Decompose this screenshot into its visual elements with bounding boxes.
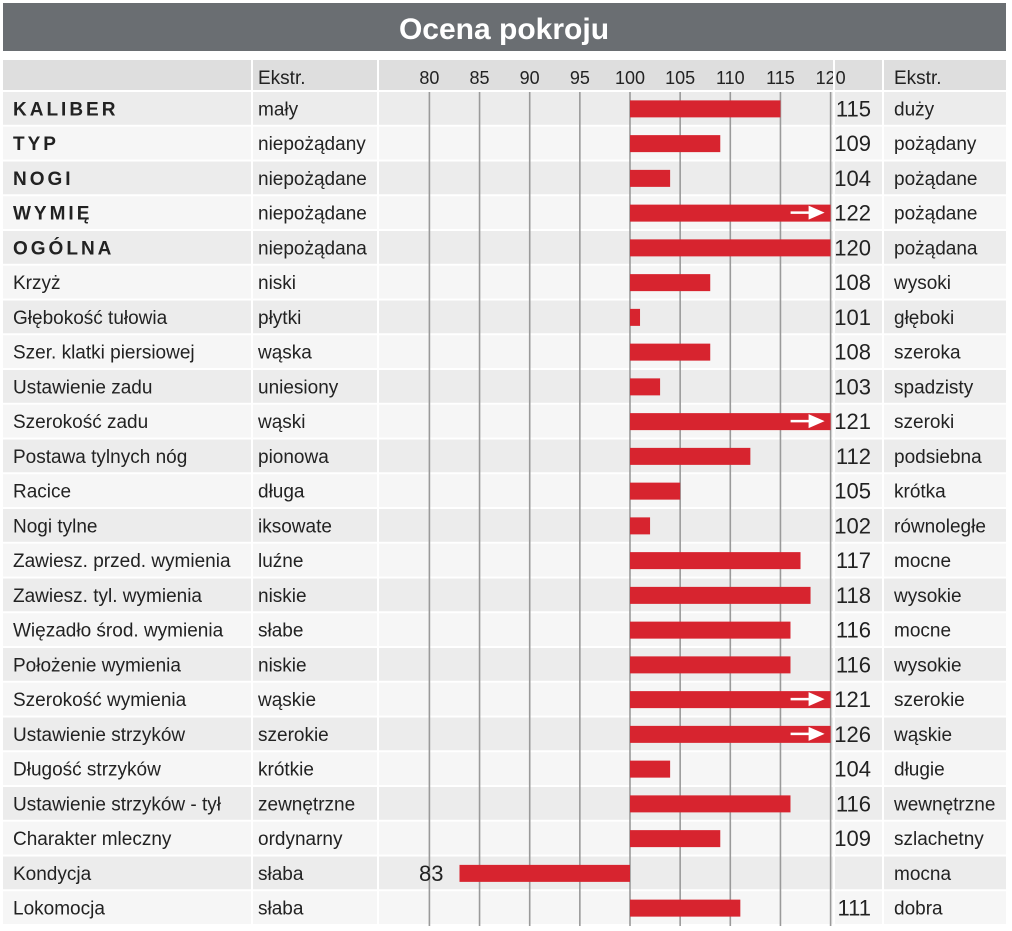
low-extreme-label: niskie (258, 655, 307, 677)
trait-label: Zawiesz. tyl. wymienia (13, 585, 202, 607)
bar (630, 170, 670, 187)
trait-label: Zawiesz. przed. wymienia (13, 551, 231, 573)
x-tick-label: 115 (766, 68, 795, 88)
high-extreme-label: dobra (894, 898, 943, 920)
bar (630, 448, 750, 465)
value-label: 116 (835, 652, 871, 678)
low-extreme-label: iksowate (258, 516, 332, 538)
trait-label: Nogi tylne (13, 516, 98, 538)
value-label: 105 (834, 478, 871, 504)
high-extreme-label: duży (894, 99, 935, 121)
value-label: 101 (834, 304, 871, 330)
bar (630, 239, 831, 256)
value-label: 108 (834, 339, 871, 365)
high-extreme-label: spadzisty (894, 377, 974, 399)
low-extreme-label: mały (258, 99, 299, 121)
low-extreme-label: niskie (258, 585, 307, 607)
trait-label: Charakter mleczny (13, 829, 172, 851)
bar (630, 552, 801, 569)
trait-label: Głębokość tułowia (13, 307, 168, 329)
value-label: 102 (834, 513, 871, 539)
x-tick-label: 120 (815, 68, 846, 88)
low-extreme-label: szerokie (258, 724, 329, 746)
bar (630, 483, 680, 500)
high-extreme-label: szerokie (894, 690, 965, 712)
value-label: 109 (834, 826, 871, 852)
trait-label: Racice (13, 481, 72, 503)
low-extreme-label: niepożądane (258, 168, 367, 190)
bar (459, 865, 630, 882)
low-extreme-label: słabe (258, 620, 304, 642)
high-extreme-label: wąskie (894, 724, 953, 746)
x-tick-label: 100 (614, 68, 646, 88)
high-extreme-label: krótka (894, 481, 946, 503)
bar (630, 761, 670, 778)
low-extreme-label: pionowa (258, 446, 329, 468)
high-extreme-label: głęboki (894, 307, 955, 329)
trait-label: Ustawienie strzyków (13, 724, 186, 746)
high-extreme-label: wewnętrzne (894, 794, 996, 816)
high-extreme-label: wysoki (894, 273, 952, 295)
value-label: 117 (835, 548, 871, 574)
low-extreme-label: uniesiony (258, 377, 339, 399)
trait-label: Więzadło środ. wymienia (13, 620, 224, 642)
high-extreme-label: szeroka (894, 342, 961, 364)
high-extreme-label: mocne (894, 551, 952, 573)
bar (630, 100, 780, 117)
low-extreme-label: wąskie (258, 690, 317, 712)
low-extreme-label: wąski (258, 412, 306, 434)
high-extreme-label: wysokie (894, 585, 962, 607)
low-extreme-label: niepożądany (258, 134, 366, 156)
trait-label: Lokomocja (13, 898, 105, 920)
value-label: 104 (834, 756, 871, 782)
high-extreme-label: szlachetny (894, 829, 984, 851)
trait-label: WYMIĘ (13, 203, 93, 225)
low-extreme-label: niepożądane (258, 203, 367, 225)
value-label: 120 (834, 235, 871, 261)
bar (630, 587, 811, 604)
trait-label: Kondycja (13, 863, 92, 885)
low-extreme-label: niepożądana (258, 238, 367, 260)
bar (630, 830, 720, 847)
value-label: 115 (835, 96, 871, 122)
bar (630, 622, 790, 639)
trait-label: TYP (13, 134, 59, 156)
value-label: 116 (835, 791, 871, 817)
low-extreme-label: luźne (258, 551, 304, 573)
x-tick-label: 80 (419, 68, 440, 88)
trait-label: Szerokość wymienia (13, 690, 187, 712)
low-extreme-label: zewnętrzne (258, 794, 356, 816)
trait-label: KALIBER (13, 99, 119, 121)
bar (630, 656, 790, 673)
value-label: 116 (835, 617, 871, 643)
low-extreme-label: płytki (258, 307, 302, 329)
high-extreme-label: pożądane (894, 203, 978, 225)
bar (630, 795, 790, 812)
x-tick-label: 105 (665, 68, 696, 88)
low-extreme-label: długa (258, 481, 305, 503)
value-label: 112 (835, 443, 871, 469)
high-extreme-label: pożądany (894, 134, 977, 156)
bar (630, 900, 740, 917)
trait-label: Długość strzyków (13, 759, 161, 781)
high-extreme-label: wysokie (894, 655, 962, 677)
x-tick-label: 110 (715, 68, 745, 88)
high-extreme-label: równoległe (894, 516, 986, 538)
chart-title: Ocena pokroju (398, 13, 610, 46)
bar (630, 517, 650, 534)
trait-label: Postawa tylnych nóg (13, 446, 188, 468)
bar (630, 378, 660, 395)
high-extreme-label: pożądane (894, 168, 978, 190)
high-extreme-label: pożądana (894, 238, 978, 260)
low-extreme-label: niski (258, 273, 297, 295)
header-high-extreme: Ekstr. (894, 68, 942, 89)
x-tick-label: 85 (469, 68, 490, 88)
low-extreme-label: krótkie (258, 759, 314, 781)
x-tick-label: 95 (569, 68, 590, 88)
trait-label: Szerokość zadu (13, 412, 149, 434)
value-label: 83 (419, 860, 444, 886)
trait-label: OGÓLNA (13, 238, 115, 260)
value-label: 111 (837, 895, 871, 921)
high-extreme-label: mocne (894, 620, 952, 642)
value-label: 108 (834, 270, 871, 296)
low-extreme-label: ordynarny (258, 829, 343, 851)
high-extreme-label: długie (894, 759, 945, 781)
value-label: 118 (835, 582, 871, 608)
value-label: 103 (834, 374, 871, 400)
low-extreme-label: słaba (258, 863, 304, 885)
value-label: 122 (834, 200, 871, 226)
low-extreme-label: słaba (258, 898, 304, 920)
bar (630, 309, 640, 326)
header-row (3, 60, 1006, 90)
value-label: 126 (834, 721, 871, 747)
trait-label: NOGI (13, 168, 74, 190)
x-tick-label: 90 (519, 68, 540, 88)
bar (630, 274, 710, 291)
trait-label: Szer. klatki piersiowej (13, 342, 195, 364)
low-extreme-label: wąska (258, 342, 312, 364)
bar (630, 135, 720, 152)
trait-label: Położenie wymienia (13, 655, 181, 677)
high-extreme-label: mocna (894, 863, 952, 885)
high-extreme-label: szeroki (894, 412, 955, 434)
value-label: 109 (834, 131, 871, 157)
trait-label: Ustawienie zadu (13, 377, 153, 399)
value-label: 121 (834, 409, 871, 435)
high-extreme-label: podsiebna (894, 446, 982, 468)
value-label: 121 (834, 687, 871, 713)
trait-label: Krzyż (13, 273, 61, 295)
header-low-extreme: Ekstr. (258, 68, 306, 89)
bar (630, 344, 710, 361)
value-label: 104 (834, 165, 871, 191)
x-tick-labels (419, 68, 845, 88)
trait-label: Ustawienie strzyków - tył (13, 794, 221, 816)
